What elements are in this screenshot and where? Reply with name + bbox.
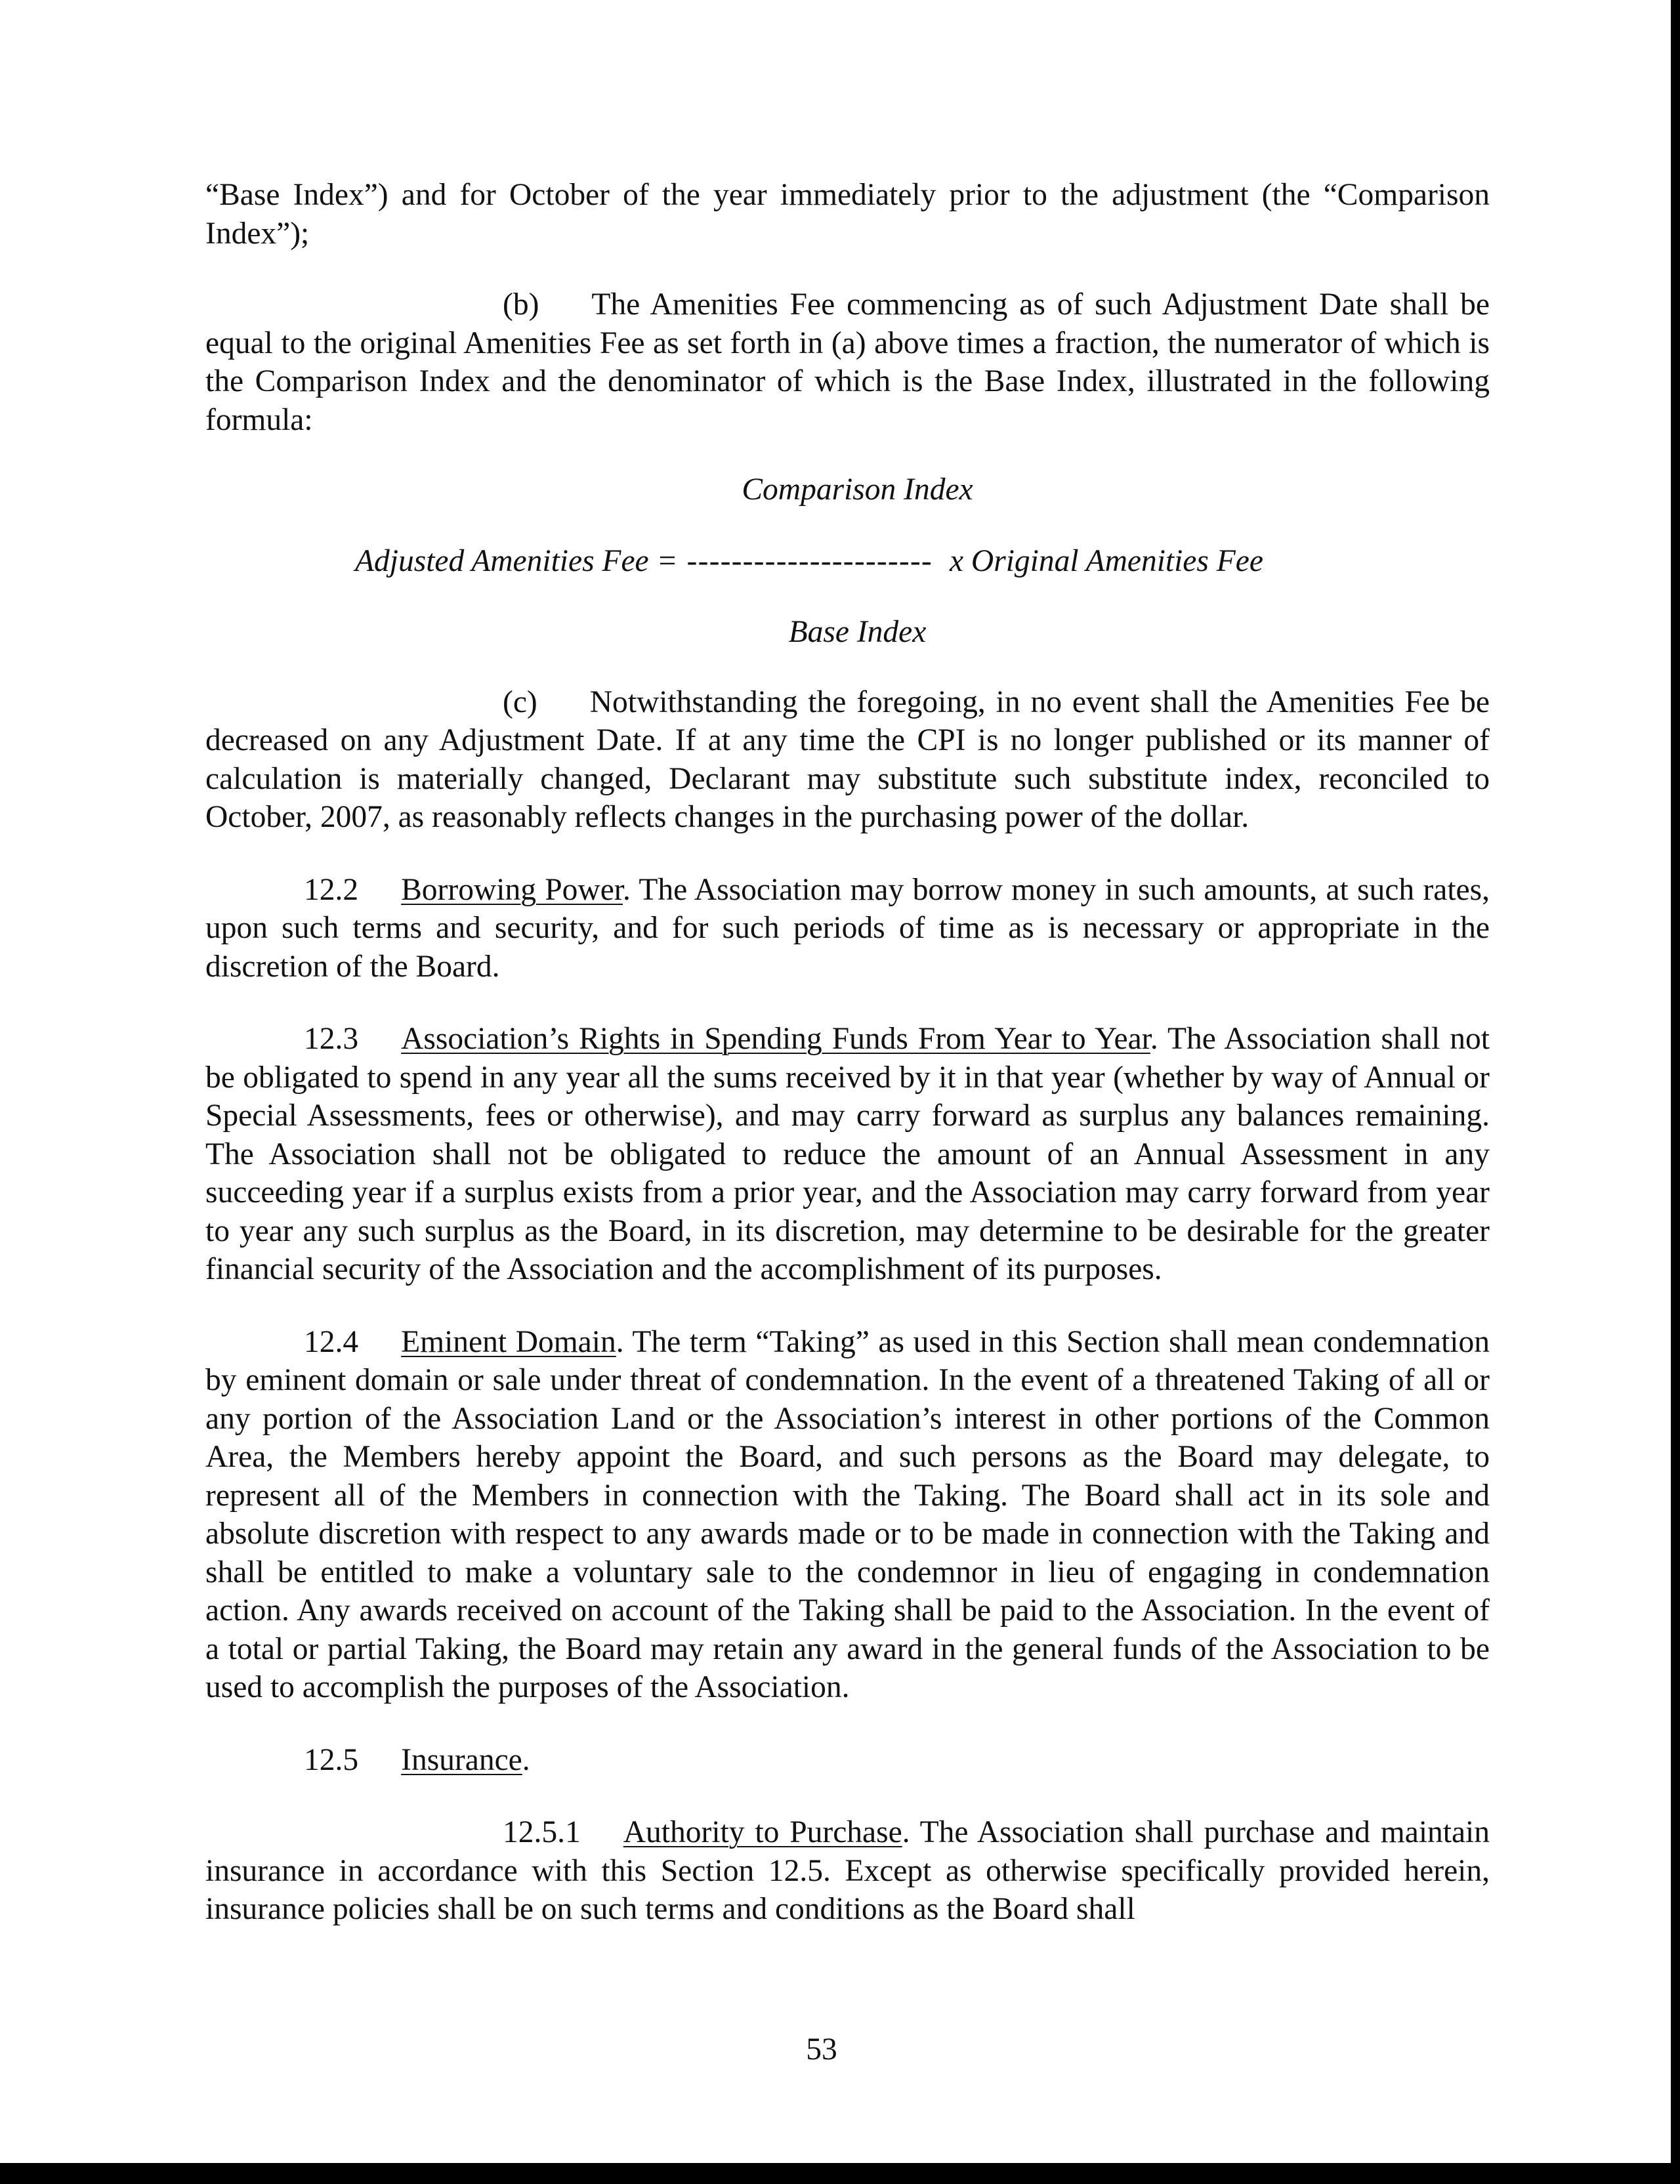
section-12-4-number: 12.4 — [304, 1324, 359, 1359]
section-12-2-text: . The Association may borrow money in such amounts, at such rates, upon such terms and security, and for such periods of time as is necessary or appropriate in the discretion of the Board. — [205, 872, 1490, 984]
paragraph-c — [205, 683, 1490, 837]
section-12-2 — [205, 871, 1490, 986]
formula-numerator: Comparison Index — [742, 472, 973, 507]
section-12-4 — [205, 1323, 1490, 1707]
page-body — [205, 176, 1490, 1929]
section-12-5-1 — [205, 1813, 1490, 1929]
section-12-3-number: 12.3 — [304, 1022, 359, 1056]
section-12-4-text: . The term “Taking” as used in this Section shall mean condemnation by eminent domain or sale under threat of condemnation. In the event of a threatened Taking of all or any portion of the Association Land or the Association’s interest in other portions of the Common Area, the Members hereby appoint the Board, and such persons as the Board may delegate, to represent all of the Members in connection with the Taking. The Board shall act in its sole and absolute discretion with respect to any awards made or to be made in connection with the Taking and shall be entitled to make a voluntary sale to the condemnor in lieu of engaging in condemnation action. Any awards received on account of the Taking shall be paid to the Association. In the event of a total or partial Taking, the Board may retain any award in the general funds of the Association to be used to accomplish the purposes of the Association. — [205, 1324, 1490, 1704]
paragraph-b-text: The Amenities Fee commencing as of such Adjustment Date shall be equal to the original Amenities Fee as set forth in (a) above times a fraction, the numerator of which is the Comparison Index and the denominator of which is the Base Index, illustrated in the following formula: — [205, 287, 1490, 437]
section-12-5-1-number: 12.5.1 — [503, 1815, 581, 1849]
section-12-2-heading: Borrowing Power — [401, 872, 623, 907]
paragraph-c-text: Notwithstanding the foregoing, in no event shall the Amenities Fee be decreased on any Adjustment Date. If at any time the CPI is no longer published or its manner of calculation is materially changed, Declarant may substitute such substitute index, reconciled to October, 2007, as reasonably reflects changes in the purchasing power of the dollar. — [205, 684, 1490, 834]
section-12-4-heading: Eminent Domain — [401, 1324, 616, 1359]
paragraph-c-label: (c) — [503, 684, 537, 719]
section-12-5-heading: Insurance — [401, 1742, 522, 1777]
scan-edge-bottom — [0, 2163, 1680, 2184]
formula-denominator: Base Index — [788, 615, 927, 649]
formula-rhs: x Original Amenities Fee — [949, 543, 1263, 578]
section-12-5-text: . — [522, 1742, 530, 1777]
formula-line — [205, 542, 1490, 581]
section-12-3-heading: Association’s Rights in Spending Funds From Year to Year — [401, 1022, 1150, 1056]
section-12-5-1-text: . The Association shall purchase and maintain insurance in accordance with this Section 12.5. Except as otherwise specifically provided herein, insurance policies shall be on such terms and conditions as the Board shall — [205, 1815, 1490, 1926]
paragraph-b — [205, 285, 1490, 439]
formula-fraction-bar: ---------------------- — [686, 543, 933, 578]
page-number: 53 — [806, 2032, 837, 2067]
section-12-3-text: . The Association shall not be obligated to spend in any year all the sums received by it in that year (whether by way of Annual or Special Assessments, fees or otherwise), and may carry forward as surplus any balances remaining. The Association shall not be obligated to reduce the amount of an Annual Assessment in any succeeding year if a surplus exists from a prior year, and the Association may carry forward from year to year any such surplus as the Board, in its discretion, may determine to be desirable for the greater financial security of the Association and the accomplishment of its purposes. — [205, 1022, 1490, 1286]
section-12-5-1-heading: Authority to Purchase — [623, 1815, 902, 1849]
section-12-3 — [205, 1020, 1490, 1289]
formula-lhs: Adjusted Amenities Fee = — [355, 543, 678, 578]
section-12-5-number: 12.5 — [304, 1742, 359, 1777]
section-12-2-number: 12.2 — [304, 872, 359, 907]
paragraph-b-label: (b) — [503, 287, 539, 322]
scan-edge-right — [1671, 0, 1680, 2184]
paragraph-base-index-continuation: “Base Index”) and for October of the year immediately prior to the adjustment (the “Comparison Index”); — [205, 178, 1490, 251]
section-12-5 — [205, 1741, 1490, 1780]
